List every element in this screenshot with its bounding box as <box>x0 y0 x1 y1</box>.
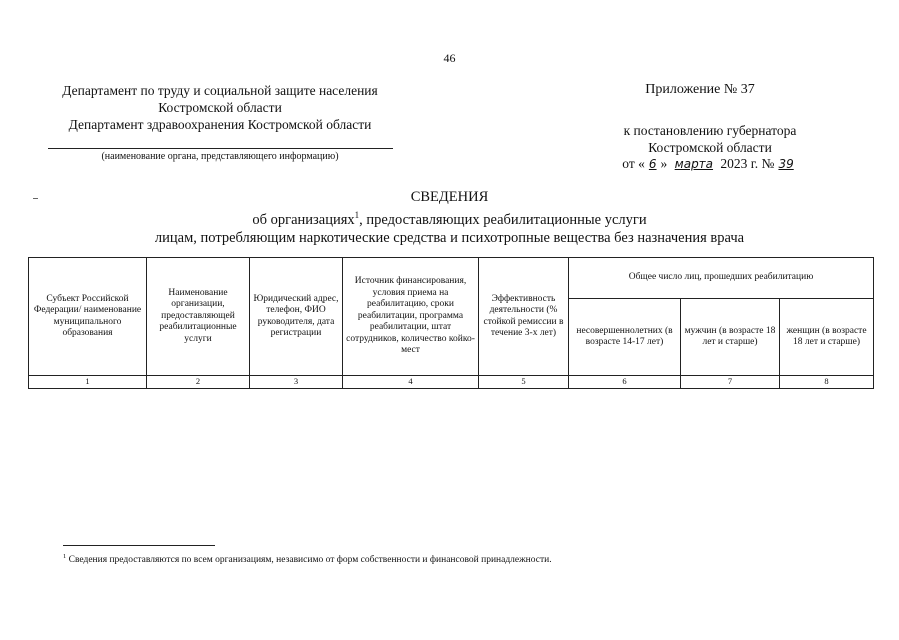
department-underline <box>48 148 393 149</box>
column-number: 3 <box>250 376 343 389</box>
department-line-3: Департамент здравоохранения Костромской области <box>68 117 372 132</box>
column-number: 4 <box>343 376 479 389</box>
column-number: 6 <box>569 376 681 389</box>
header-col-4: Источник финансирования, условия приема на реабилитацию, сроки реабилитации, программа реабилитации, штат сотрудников, количество койко-мест <box>343 258 479 376</box>
department-line-2: Костромской области <box>158 100 282 115</box>
title-main: СВЕДЕНИЯ <box>410 189 489 205</box>
column-number: 2 <box>147 376 250 389</box>
header-col-6: несовершеннолетних (в возрасте 14-17 лет) <box>569 299 681 376</box>
department-caption: (наименование органа, представляющего информацию) <box>101 151 339 162</box>
page-number: 46 <box>443 51 456 65</box>
footnote-divider <box>63 545 215 546</box>
date-mid: » <box>660 156 668 171</box>
resolution-block <box>560 122 860 156</box>
footnote-mark: 1 <box>63 553 67 560</box>
column-number: 5 <box>479 376 569 389</box>
data-table <box>28 257 874 389</box>
column-number: 8 <box>780 376 874 389</box>
date-year: 2023 г. № <box>720 156 775 171</box>
resolution-line-2: Костромской области <box>648 140 772 155</box>
column-numbers-row <box>29 376 874 389</box>
date-prefix: от « <box>622 156 645 171</box>
department-line-1: Департамент по труду и социальной защите населения <box>62 83 378 98</box>
column-number: 1 <box>29 376 147 389</box>
title-line-3: лицам, потребляющим наркотические средства и психотропные вещества без назначения врача <box>154 229 745 246</box>
header-col-5: Эффективность деятельности (% стойкой ремиссии в течение 3-х лет) <box>479 258 569 376</box>
header-col-8: женщин (в возрасте 18 лет и старше) <box>780 299 874 376</box>
header-row-1 <box>29 258 874 299</box>
handwritten-day: 6 <box>648 157 657 171</box>
header-col-2: Наименование организации, предоставляющей реабилитационные услуги <box>147 258 250 376</box>
header-col-1: Субъект Российской Федерации/ наименование муниципального образования <box>29 258 147 376</box>
title-line-2: об организациях$^1$, предоставляющих реабилитационные услуги <box>252 210 647 228</box>
handwritten-month: марта <box>674 157 714 171</box>
document-title <box>0 188 899 247</box>
resolution-date <box>560 156 860 172</box>
footnote <box>63 553 552 565</box>
header-col-3: Юридический адрес, телефон, ФИО руководителя, дата регистрации <box>250 258 343 376</box>
appendix-label: Приложение № 37 <box>645 82 755 97</box>
column-number: 7 <box>681 376 780 389</box>
handwritten-number: 39 <box>778 157 794 171</box>
footnote-text: Сведения предоставляются по всем организациям, независимо от форм собственности и финансовой принадлежности. <box>66 555 552 566</box>
header-group: Общее число лиц, прошедших реабилитацию <box>569 258 874 299</box>
department-block <box>30 82 410 133</box>
resolution-line-1: к постановлению губернатора <box>623 123 797 138</box>
header-col-7: мужчин (в возрасте 18 лет и старше) <box>681 299 780 376</box>
footnote-ref: 1 <box>354 210 360 220</box>
